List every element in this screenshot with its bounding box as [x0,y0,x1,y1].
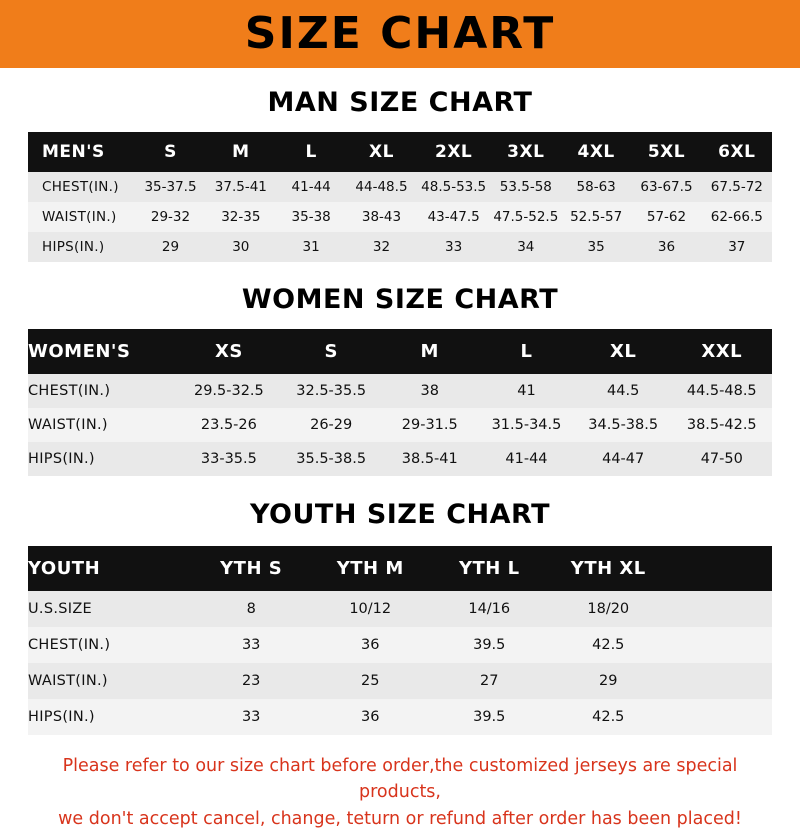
man-cell: 32-35 [206,202,276,232]
man-cell: 58-63 [561,172,631,202]
header-banner [0,0,800,68]
women-cell: 41 [478,374,575,408]
women-cell: 41-44 [478,442,575,476]
man-cell: 31 [276,232,346,262]
women-header-cell: WOMEN'S [28,329,177,374]
women-cell: 44.5-48.5 [672,374,772,408]
table-row [28,699,772,735]
youth-section-title: YOUTH SIZE CHART [249,499,551,530]
man-table-header-row [28,132,772,172]
women-cell: 29-31.5 [381,408,478,442]
women-cell: 34.5-38.5 [575,408,672,442]
youth-cell: 14/16 [430,591,549,627]
man-cell: 29-32 [135,202,205,232]
table-row [28,202,772,232]
women-cell: 38 [381,374,478,408]
youth-cell: 23 [192,663,311,699]
man-header-cell: L [276,132,346,172]
youth-header-cell: YTH XL [549,546,668,591]
women-section-title: WOMEN SIZE CHART [241,284,559,315]
youth-cell: 27 [430,663,549,699]
man-cell: 33 [417,232,491,262]
man-cell: 38-43 [346,202,416,232]
women-cell: 26-29 [281,408,381,442]
youth-cell: 39.5 [430,627,549,663]
youth-cell: 36 [311,699,430,735]
women-size-table [28,329,772,476]
women-cell: 38.5-42.5 [672,408,772,442]
youth-cell [668,627,772,663]
youth-header-cell: YOUTH [28,546,192,591]
women-cell: 33-35.5 [177,442,281,476]
man-cell: 62-66.5 [702,202,772,232]
man-cell: 36 [631,232,701,262]
women-cell: 44-47 [575,442,672,476]
women-row-label: HIPS(IN.) [28,442,177,476]
table-row [28,408,772,442]
women-header-cell: XXL [672,329,772,374]
women-table-header-row [28,329,772,374]
man-header-cell: 6XL [702,132,772,172]
youth-cell: 18/20 [549,591,668,627]
women-cell: 23.5-26 [177,408,281,442]
man-size-table [28,132,772,262]
man-cell: 41-44 [276,172,346,202]
man-section-title: MAN SIZE CHART [267,87,533,118]
man-cell: 37 [702,232,772,262]
man-cell: 57-62 [631,202,701,232]
youth-row-label: HIPS(IN.) [28,699,192,735]
youth-size-table [28,546,772,735]
youth-cell: 10/12 [311,591,430,627]
man-cell: 29 [135,232,205,262]
man-cell: 43-47.5 [417,202,491,232]
order-policy-note [28,753,772,832]
women-cell: 29.5-32.5 [177,374,281,408]
youth-cell: 42.5 [549,627,668,663]
youth-header-cell: YTH S [192,546,311,591]
man-cell: 52.5-57 [561,202,631,232]
women-cell: 47-50 [672,442,772,476]
youth-cell [668,663,772,699]
table-row [28,374,772,408]
youth-cell [668,591,772,627]
women-cell: 38.5-41 [381,442,478,476]
man-header-cell: 3XL [491,132,561,172]
women-header-cell: S [281,329,381,374]
youth-row-label: WAIST(IN.) [28,663,192,699]
man-cell: 35-38 [276,202,346,232]
man-row-label: HIPS(IN.) [28,232,135,262]
table-row [28,591,772,627]
man-header-cell: 4XL [561,132,631,172]
man-header-cell: 2XL [417,132,491,172]
youth-cell: 42.5 [549,699,668,735]
women-cell: 35.5-38.5 [281,442,381,476]
youth-cell: 39.5 [430,699,549,735]
man-cell: 30 [206,232,276,262]
man-header-cell: XL [346,132,416,172]
table-row [28,232,772,262]
women-header-cell: XL [575,329,672,374]
youth-cell: 36 [311,627,430,663]
man-cell: 53.5-58 [491,172,561,202]
youth-cell: 8 [192,591,311,627]
table-row [28,627,772,663]
youth-cell: 33 [192,699,311,735]
women-header-cell: L [478,329,575,374]
women-cell: 32.5-35.5 [281,374,381,408]
women-header-cell: M [381,329,478,374]
table-row [28,663,772,699]
note-line-2: we don't accept cancel, change, teturn or refund after order has been placed! [58,808,742,829]
content-area [0,87,800,832]
man-cell: 47.5-52.5 [491,202,561,232]
man-header-cell: M [206,132,276,172]
man-cell: 48.5-53.5 [417,172,491,202]
man-header-cell: 5XL [631,132,701,172]
man-header-cell: MEN'S [28,132,135,172]
women-cell: 31.5-34.5 [478,408,575,442]
man-cell: 63-67.5 [631,172,701,202]
youth-header-cell: YTH L [430,546,549,591]
man-cell: 44-48.5 [346,172,416,202]
youth-row-label: CHEST(IN.) [28,627,192,663]
youth-table-header-row [28,546,772,591]
man-cell: 35 [561,232,631,262]
page-title: SIZE CHART [244,8,556,59]
women-cell: 44.5 [575,374,672,408]
women-row-label: WAIST(IN.) [28,408,177,442]
youth-cell: 25 [311,663,430,699]
man-cell: 37.5-41 [206,172,276,202]
youth-row-label: U.S.SIZE [28,591,192,627]
man-cell: 67.5-72 [702,172,772,202]
women-row-label: CHEST(IN.) [28,374,177,408]
man-cell: 34 [491,232,561,262]
table-row [28,172,772,202]
youth-header-cell: YTH M [311,546,430,591]
youth-cell [668,699,772,735]
youth-cell: 29 [549,663,668,699]
youth-header-cell [668,546,772,591]
man-cell: 35-37.5 [135,172,205,202]
man-cell: 32 [346,232,416,262]
man-row-label: CHEST(IN.) [28,172,135,202]
man-row-label: WAIST(IN.) [28,202,135,232]
youth-cell: 33 [192,627,311,663]
table-row [28,442,772,476]
man-header-cell: S [135,132,205,172]
women-header-cell: XS [177,329,281,374]
note-line-1: Please refer to our size chart before order,the customized jerseys are special products, [62,756,738,803]
